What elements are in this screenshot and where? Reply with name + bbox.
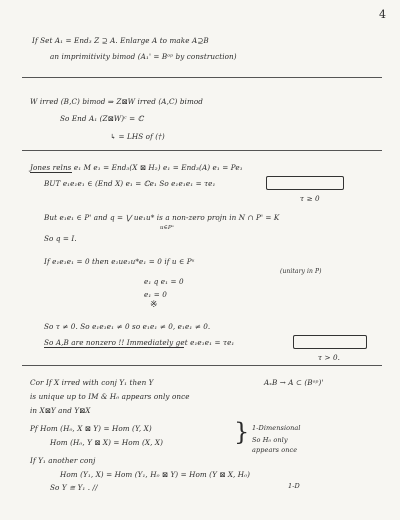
section-divider bbox=[22, 365, 382, 366]
note-line: Pf Hom (H₀, X ⊠ Y) = Hom (Y, X) bbox=[30, 424, 152, 433]
note-line: But e₁e₁ ∈ P' and q = ⋁ ue₁u* is a non-zero projn in N ∩ P' = K bbox=[44, 213, 280, 222]
note-line: So A,B are nonzero !! Immediately get e₁e₁e₁ = τe₁ bbox=[44, 338, 235, 347]
note-line: 1-Dimensional bbox=[252, 424, 301, 432]
underline bbox=[44, 347, 184, 348]
note-line: If Y₁ another conj bbox=[30, 456, 96, 465]
note-line: ↳ = LHS of (†) bbox=[110, 132, 165, 141]
note-line: So End A₁ (Z⊠W)ᶜ = ℂ bbox=[60, 114, 144, 123]
note-line: Hom (Y₁, X) = Hom (Y₁, H₀ ⊠ Y) = Hom (Y ⊠ X, H₀) bbox=[60, 470, 251, 479]
note-line: So q = I. bbox=[44, 234, 77, 243]
note-line: Cor If X irred with conj Y₁ then Y bbox=[30, 378, 154, 387]
brace-symbol: } bbox=[234, 418, 250, 446]
note-line: Jones relns e₁ M e₁ = End₃(X ⊠ H₂) e₁ = End₃(A) e₁ = Pe₁ bbox=[30, 163, 243, 172]
note-line: BUT e₁e₁e₁ ∈ (End X) e₁ = ℂe₁ So e₁e₁e₁ = τe₁ bbox=[44, 179, 216, 188]
note-line: e₁ = 0 bbox=[144, 290, 167, 299]
note-line: So Y ≅ Y₁ . // bbox=[50, 483, 98, 492]
note-line: appears once bbox=[252, 446, 298, 454]
note-line: τ ≥ 0 bbox=[300, 194, 320, 203]
page-number: 4 bbox=[379, 8, 386, 21]
note-line: If e₁e₁e₁ = 0 then e₁ue₁u*e₁ = 0 if u ∈ Pᵘ bbox=[44, 257, 195, 266]
note-line: an imprimitivity bimod (A₁' = Bᵒᵖ by construction) bbox=[50, 52, 237, 61]
boxed-equation bbox=[293, 335, 367, 349]
note-line: u∈Pᵘ bbox=[160, 225, 174, 231]
underline bbox=[30, 172, 72, 173]
note-line: W irred (B,C) bimod ⇒ Z⊠W irred (A,C) bimod bbox=[30, 97, 203, 106]
note-line: is unique up to IM & H₀ appears only once bbox=[30, 392, 190, 401]
note-line: If Set A₁ = End₃ Z ⊇ A. Enlarge A to make A⊇B bbox=[32, 36, 209, 45]
note-line: e₁ q e₁ = 0 bbox=[144, 277, 184, 286]
note-line: in X⊠Y and Y⊠X bbox=[30, 406, 91, 415]
note-line: So H₀ only bbox=[252, 436, 288, 444]
section-divider bbox=[22, 150, 382, 151]
boxed-equation bbox=[266, 176, 344, 190]
note-line: (unitary in P) bbox=[280, 268, 322, 275]
note-line: So τ ≠ 0. So e₁e₁e₁ ≠ 0 so e₁e₁ ≠ 0, e₁e₁ ≠ 0. bbox=[44, 322, 211, 331]
contradiction-mark: ※ bbox=[150, 300, 158, 310]
note-line: Hom (H₀, Y ⊠ X) = Hom (X, X) bbox=[50, 438, 163, 447]
note-line: AₓB → A ⊂ (Bᵒᵖ)' bbox=[264, 378, 324, 387]
note-line: 1-D bbox=[288, 482, 300, 490]
note-line: τ > 0. bbox=[318, 353, 341, 362]
section-divider bbox=[22, 77, 382, 78]
